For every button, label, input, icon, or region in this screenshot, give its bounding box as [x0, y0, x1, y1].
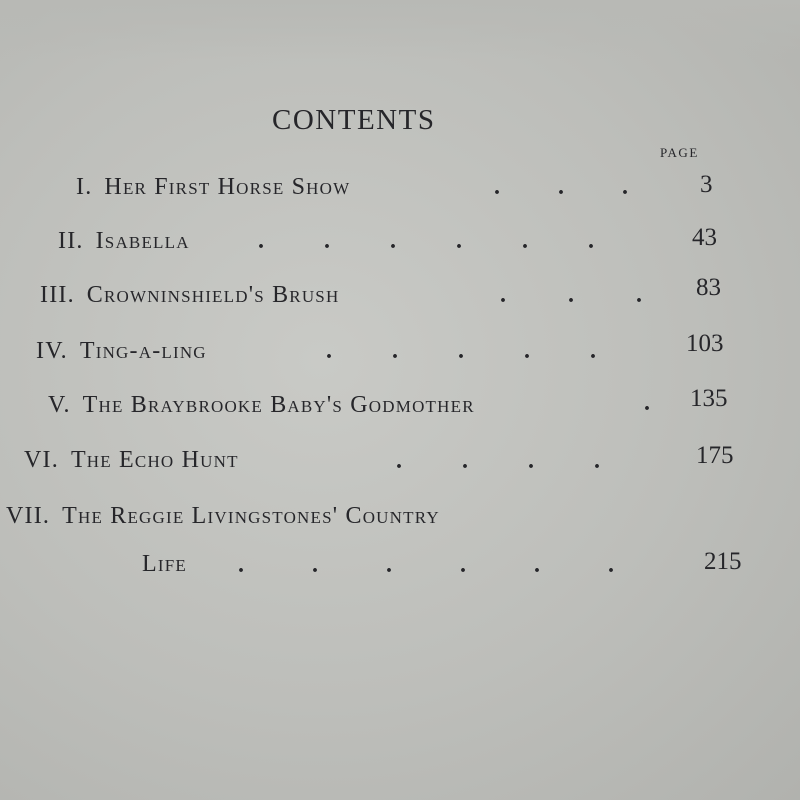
- entry-page-number: 43: [692, 224, 717, 251]
- toc-entry-3: [40, 282, 339, 309]
- entry-numeral: VI.: [24, 447, 59, 473]
- entry-numeral: VII.: [6, 503, 51, 529]
- entry-title: Crowninshield's Brush: [86, 282, 340, 308]
- dot-leaders: . . . . . .: [258, 228, 594, 254]
- page-column-label: PAGE: [660, 145, 699, 160]
- toc-entry-5: [48, 392, 475, 419]
- dot-leaders: . . . .: [396, 448, 600, 474]
- entry-title: The Braybrooke Baby's Godmother: [82, 392, 475, 418]
- dot-leaders: . . . . . .: [238, 552, 614, 578]
- toc-entry-4: [36, 338, 207, 365]
- entry-numeral: IV.: [36, 338, 68, 364]
- dot-leaders: . . .: [494, 174, 628, 200]
- toc-entry-7-continuation: [142, 551, 187, 578]
- entry-title-continuation: Life: [142, 551, 187, 577]
- toc-entry-6: [24, 447, 239, 474]
- entry-page-number: 135: [690, 385, 728, 412]
- entry-page-number: 83: [696, 274, 721, 301]
- contents-title: CONTENTS: [272, 104, 436, 136]
- entry-title: The Reggie Livingstones' Country: [62, 503, 440, 529]
- entry-title: Ting-a-ling: [79, 338, 207, 364]
- toc-entry-1: [76, 174, 350, 201]
- entry-numeral: II.: [58, 228, 84, 254]
- entry-page-number: 103: [686, 330, 724, 357]
- entry-numeral: V.: [48, 392, 71, 418]
- toc-entry-2: [58, 228, 190, 255]
- entry-page-number: 215: [704, 548, 742, 575]
- dot-leaders: . . . . .: [326, 338, 596, 364]
- dot-leaders: . . .: [500, 282, 642, 308]
- entry-numeral: I.: [76, 174, 93, 200]
- entry-numeral: III.: [40, 282, 75, 308]
- page-shadow: [0, 0, 800, 60]
- entry-page-number: 3: [700, 171, 713, 198]
- toc-entry-7: [6, 503, 440, 530]
- entry-title: Her First Horse Show: [104, 174, 351, 200]
- entry-page-number: 175: [696, 442, 734, 469]
- entry-title: The Echo Hunt: [70, 447, 239, 473]
- entry-title: Isabella: [95, 228, 190, 254]
- dot-leaders: .: [644, 390, 650, 416]
